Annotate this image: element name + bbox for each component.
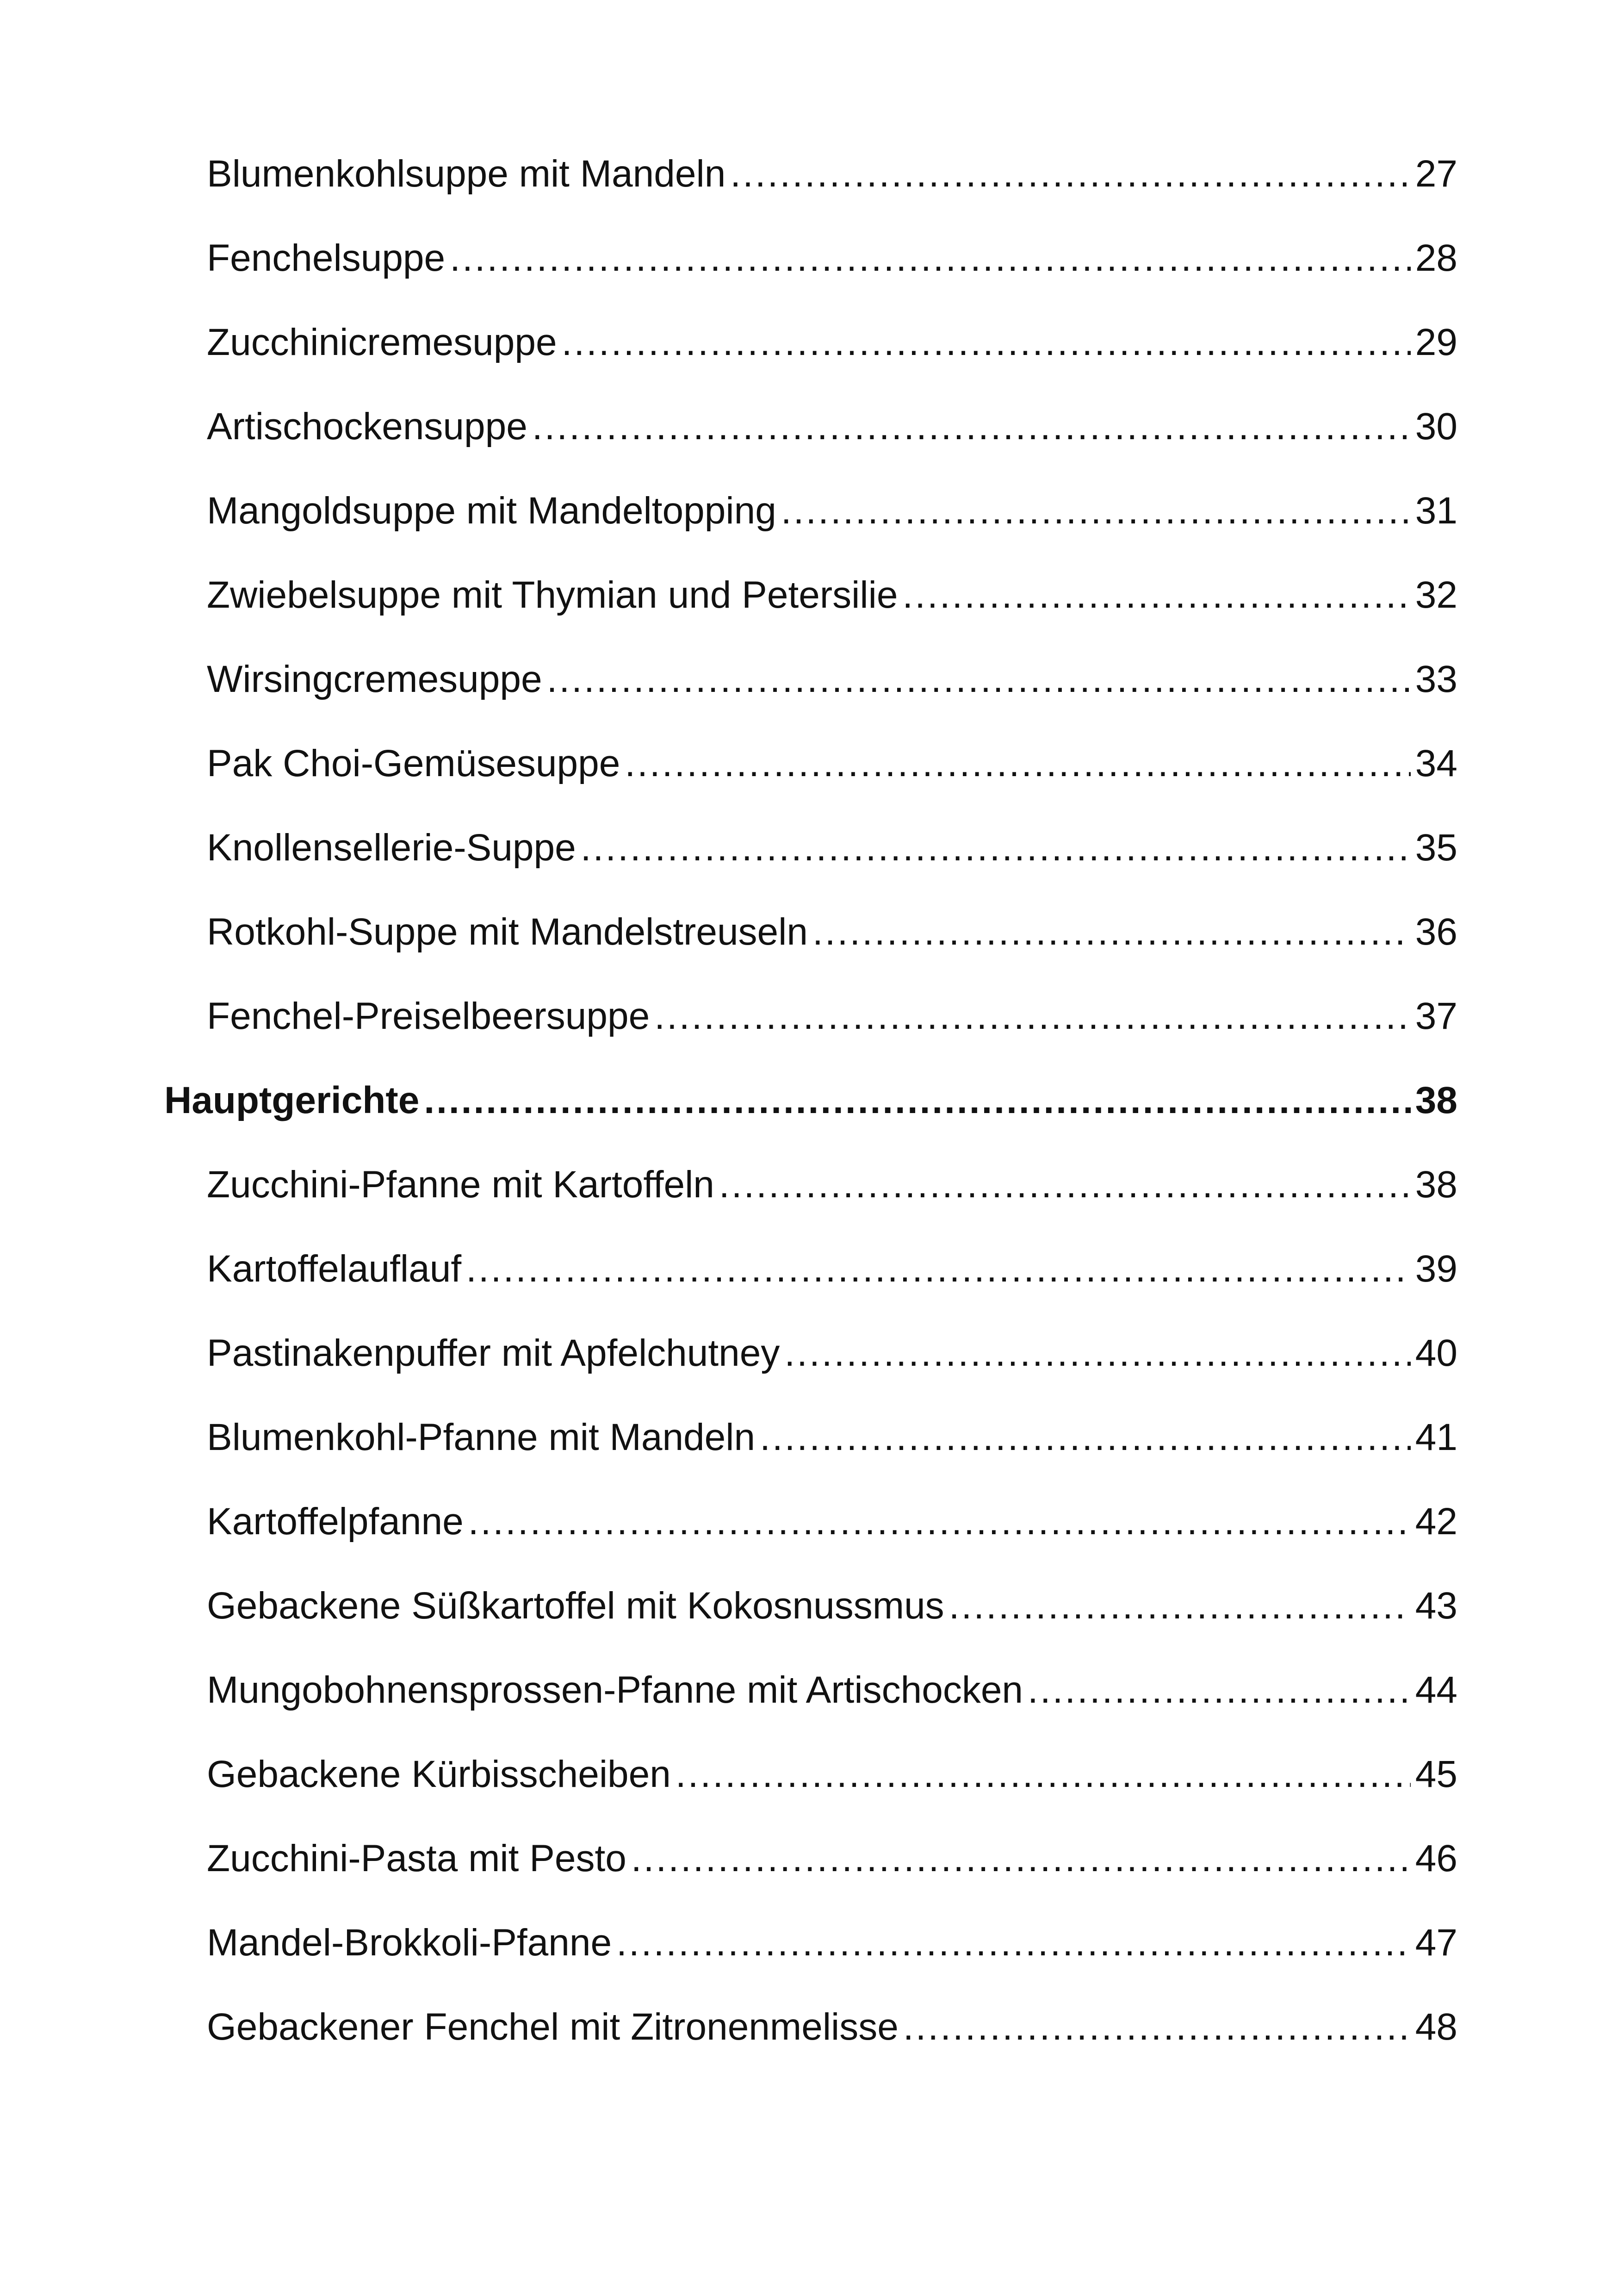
toc-leader-dots bbox=[581, 829, 1411, 867]
toc-leader-dots bbox=[450, 239, 1411, 277]
table-of-contents bbox=[164, 155, 1457, 2092]
toc-entry[interactable] bbox=[164, 1166, 1457, 1250]
toc-entry-page: 38 bbox=[1415, 1164, 1457, 1206]
toc-entry[interactable] bbox=[164, 913, 1457, 997]
toc-entry[interactable] bbox=[164, 1334, 1457, 1419]
toc-entry-page: 47 bbox=[1415, 1922, 1457, 1964]
toc-entry[interactable] bbox=[164, 321, 1457, 408]
toc-entry-title: Mungobohnensprossen-Pfanne mit Artischocken bbox=[207, 1669, 1023, 1711]
toc-chapter-title: Hauptgerichte bbox=[164, 1079, 420, 1121]
toc-entry[interactable] bbox=[164, 405, 1457, 492]
toc-entry-title: Wirsingcremesuppe bbox=[207, 658, 542, 700]
toc-entry[interactable] bbox=[164, 1755, 1457, 1840]
toc-entry-title: Mangoldsuppe mit Mandeltopping bbox=[207, 490, 776, 532]
toc-entry-title: Blumenkohl-Pfanne mit Mandeln bbox=[207, 1416, 756, 1458]
toc-leader-dots bbox=[784, 1334, 1410, 1372]
toc-entry-page: 30 bbox=[1415, 405, 1457, 448]
toc-leader-dots bbox=[902, 576, 1410, 614]
toc-leader-dots bbox=[616, 1924, 1411, 1962]
toc-leader-dots bbox=[760, 1419, 1411, 1456]
toc-leader-dots bbox=[625, 745, 1410, 783]
toc-entry-page: 41 bbox=[1415, 1416, 1457, 1458]
toc-entry-title: Kartoffelpfanne bbox=[207, 1500, 464, 1543]
toc-leader-dots bbox=[719, 1166, 1411, 1204]
toc-entry-title: Kartoffelauflauf bbox=[207, 1248, 462, 1290]
toc-chapter-page: 38 bbox=[1415, 1079, 1457, 1121]
toc-entry[interactable] bbox=[164, 155, 1457, 239]
toc-chapter-hauptgerichte[interactable] bbox=[164, 1079, 1457, 1166]
toc-entry-page: 44 bbox=[1415, 1669, 1457, 1711]
toc-leader-dots bbox=[654, 997, 1411, 1035]
toc-leader-dots bbox=[424, 1082, 1410, 1120]
toc-leader-dots bbox=[562, 324, 1411, 361]
toc-entry[interactable] bbox=[164, 576, 1457, 660]
toc-entry-title: Knollensellerie-Suppe bbox=[207, 827, 576, 869]
toc-entry[interactable] bbox=[164, 742, 1457, 829]
toc-leader-dots bbox=[1028, 1671, 1411, 1709]
toc-entry[interactable] bbox=[164, 1416, 1457, 1503]
toc-entry-page: 29 bbox=[1415, 321, 1457, 363]
toc-entry-page: 48 bbox=[1415, 2006, 1457, 2048]
toc-entry-page: 27 bbox=[1415, 153, 1457, 195]
toc-entry-title: Zwiebelsuppe mit Thymian und Petersilie bbox=[207, 574, 898, 616]
toc-entry[interactable] bbox=[164, 660, 1457, 745]
toc-leader-dots bbox=[466, 1250, 1411, 1288]
toc-entry-title: Fenchelsuppe bbox=[207, 237, 446, 279]
toc-entry[interactable] bbox=[164, 2008, 1457, 2092]
toc-entry-page: 46 bbox=[1415, 1837, 1457, 1879]
toc-entry-title: Zucchini-Pasta mit Pesto bbox=[207, 1837, 626, 1879]
toc-leader-dots bbox=[812, 913, 1411, 951]
toc-entry-title: Pastinakenpuffer mit Apfelchutney bbox=[207, 1332, 780, 1374]
toc-entry[interactable] bbox=[164, 829, 1457, 913]
toc-leader-dots bbox=[547, 660, 1411, 698]
toc-entry-page: 31 bbox=[1415, 490, 1457, 532]
toc-entry-page: 42 bbox=[1415, 1500, 1457, 1543]
toc-entry-title: Gebackene Kürbisscheiben bbox=[207, 1753, 671, 1795]
toc-entry-title: Zucchinicremesuppe bbox=[207, 321, 557, 363]
toc-entry-title: Artischockensuppe bbox=[207, 405, 527, 448]
toc-entry-page: 33 bbox=[1415, 658, 1457, 700]
toc-entry-title: Mandel-Brokkoli-Pfanne bbox=[207, 1922, 612, 1964]
toc-entry[interactable] bbox=[164, 1671, 1457, 1755]
toc-entry-title: Fenchel-Preiselbeersuppe bbox=[207, 995, 650, 1037]
toc-entry-page: 36 bbox=[1415, 911, 1457, 953]
toc-entry-page: 45 bbox=[1415, 1753, 1457, 1795]
toc-entry-page: 28 bbox=[1415, 237, 1457, 279]
toc-entry-title: Blumenkohlsuppe mit Mandeln bbox=[207, 153, 726, 195]
toc-leader-dots bbox=[730, 155, 1410, 193]
toc-entry-title: Rotkohl-Suppe mit Mandelstreuseln bbox=[207, 911, 808, 953]
toc-entry-page: 37 bbox=[1415, 995, 1457, 1037]
toc-entry[interactable] bbox=[164, 1500, 1457, 1587]
toc-leader-dots bbox=[781, 492, 1411, 530]
toc-entry[interactable] bbox=[164, 997, 1457, 1082]
toc-entry-title: Zucchini-Pfanne mit Kartoffeln bbox=[207, 1164, 714, 1206]
toc-leader-dots bbox=[949, 1587, 1411, 1625]
toc-entry-page: 43 bbox=[1415, 1585, 1457, 1627]
toc-entry[interactable] bbox=[164, 492, 1457, 576]
toc-entry[interactable] bbox=[164, 1924, 1457, 2008]
toc-leader-dots bbox=[631, 1840, 1411, 1878]
toc-entry-page: 39 bbox=[1415, 1248, 1457, 1290]
toc-entry[interactable] bbox=[164, 1587, 1457, 1671]
toc-leader-dots bbox=[532, 408, 1411, 446]
toc-entry[interactable] bbox=[164, 1250, 1457, 1334]
toc-entry-title: Gebackene Süßkartoffel mit Kokosnussmus bbox=[207, 1585, 944, 1627]
toc-entry[interactable] bbox=[164, 239, 1457, 324]
toc-entry-page: 40 bbox=[1415, 1332, 1457, 1374]
toc-leader-dots bbox=[903, 2008, 1411, 2046]
toc-entry-title: Gebackener Fenchel mit Zitronenmelisse bbox=[207, 2006, 899, 2048]
toc-entry-page: 35 bbox=[1415, 827, 1457, 869]
toc-entry[interactable] bbox=[164, 1837, 1457, 1924]
toc-entry-page: 32 bbox=[1415, 574, 1457, 616]
toc-leader-dots bbox=[676, 1755, 1411, 1793]
toc-entry-title: Pak Choi-Gemüsesuppe bbox=[207, 742, 620, 784]
toc-leader-dots bbox=[468, 1503, 1411, 1541]
toc-entry-page: 34 bbox=[1415, 742, 1457, 784]
